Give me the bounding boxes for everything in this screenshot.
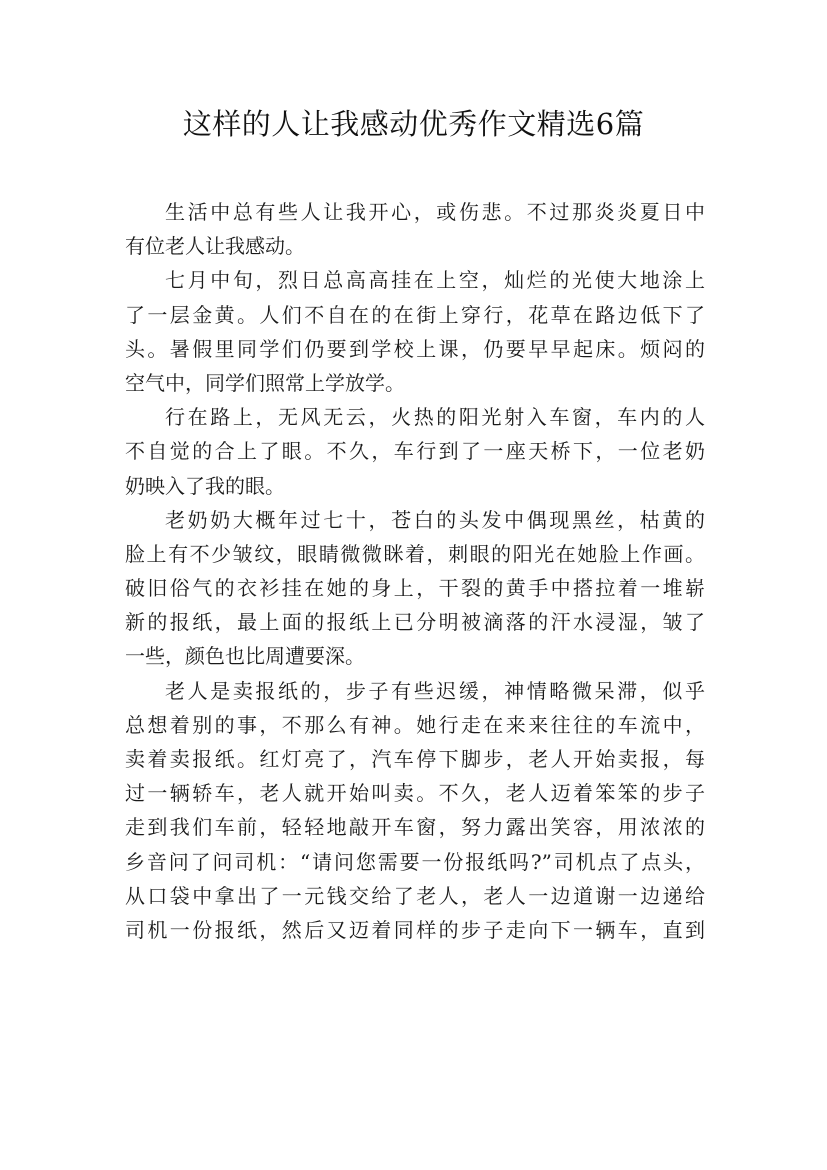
text-line: 奶映入了我的眼。 — [125, 473, 285, 498]
text-line: 空气中，同学们照常上学放学。 — [125, 370, 405, 395]
text-line: 司机一份报纸，然后又迈着同样的步子走向下一辆车，直到 — [125, 917, 705, 942]
text-line: 了一层金黄。人们不自在的在街上穿行，花草在路边低下了 — [125, 302, 705, 327]
text-line: 老人是卖报纸的，步子有些迟缓，神情略微呆滞，似乎 — [165, 678, 705, 703]
text-line: 脸上有不少皱纹，眼睛微微眯着，刺眼的阳光在她脸上作画。 — [125, 541, 705, 566]
text-line: 从口袋中拿出了一元钱交给了老人，老人一边道谢一边递给 — [125, 883, 705, 908]
text-line: 走到我们车前，轻轻地敲开车窗，努力露出笑容，用浓浓的 — [125, 815, 705, 840]
text-line: 老奶奶大概年过七十，苍白的头发中偶现黑丝，枯黄的 — [165, 507, 705, 532]
text-line: 新的报纸，最上面的报纸上已分明被滴落的汗水浸湿，皱了 — [125, 610, 705, 635]
text-line: 七月中旬，烈日总高高挂在上空，灿烂的光使大地涂上 — [165, 268, 705, 293]
paragraph — [125, 195, 705, 263]
document-body — [125, 195, 705, 947]
text-line: 过一辆轿车，老人就开始叫卖。不久，老人迈着笨笨的步子 — [125, 781, 705, 806]
paragraph — [125, 263, 705, 400]
text-line: 头。暑假里同学们仍要到学校上课，仍要早早起床。烦闷的 — [125, 336, 705, 361]
text-line: 一些，颜色也比周遭要深。 — [125, 644, 365, 669]
paragraph — [125, 503, 705, 674]
text-line: 破旧俗气的衣衫挂在她的身上，干裂的黄手中搭拉着一堆崭 — [125, 576, 705, 601]
text-line: 有位老人让我感动。 — [125, 234, 305, 259]
text-line: 总想着别的事，不那么有神。她行走在来来往往的车流中， — [125, 712, 705, 737]
text-line: 乡音问了问司机：“请问您需要一份报纸吗?”司机点了点头， — [125, 849, 705, 874]
paragraph — [125, 400, 705, 503]
paragraph — [125, 674, 705, 948]
document-title: 这样的人让我感动优秀作文精选6篇 — [182, 107, 645, 141]
text-line: 行在路上，无风无云，火热的阳光射入车窗，车内的人 — [165, 405, 705, 430]
text-line: 卖着卖报纸。红灯亮了，汽车停下脚步，老人开始卖报，每 — [125, 747, 705, 771]
text-line: 不自觉的合上了眼。不久，车行到了一座天桥下，一位老奶 — [125, 439, 705, 464]
text-line: 生活中总有些人让我开心，或伤悲。不过那炎炎夏日中 — [165, 200, 705, 224]
